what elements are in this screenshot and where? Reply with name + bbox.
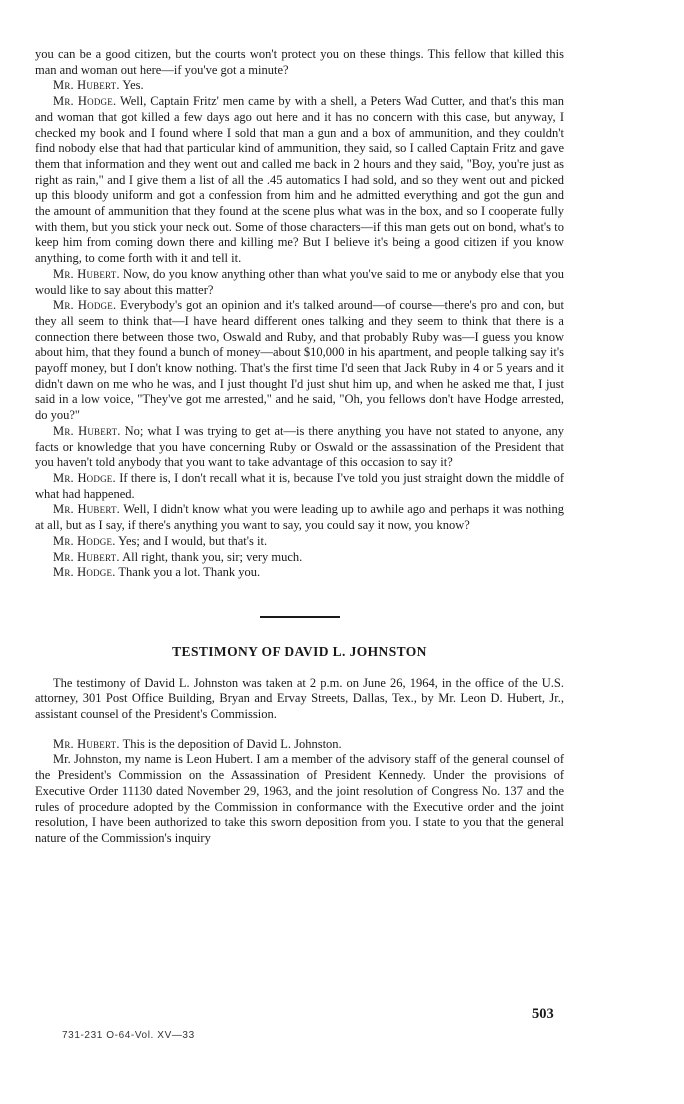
speaker-label: Mr. Hubert.	[53, 502, 121, 517]
transcript-paragraph	[35, 550, 564, 566]
transcript-paragraph	[35, 267, 564, 298]
transcript-paragraph	[35, 534, 564, 550]
transcript-paragraph	[35, 502, 564, 533]
speaker-label: Mr. Hodge.	[53, 470, 116, 485]
speaker-label: Mr. Hodge.	[53, 94, 117, 109]
paragraph-text: Now, do you know anything other than what you've said to me or anybody else that you would like to say about this matter?	[35, 266, 564, 297]
speaker-label: Mr. Hodge.	[53, 565, 116, 580]
paragraph-text: Yes; and I would, but that's it.	[115, 533, 268, 548]
speaker-label: Mr. Hubert.	[53, 549, 120, 564]
spacer	[35, 723, 564, 737]
speaker-label: Mr. Hodge.	[53, 533, 116, 548]
transcript-paragraph	[35, 737, 564, 753]
section-divider	[260, 616, 340, 618]
section-title: TESTIMONY OF DAVID L. JOHNSTON	[172, 643, 427, 659]
speaker-label: Mr. Hodge.	[53, 298, 117, 313]
transcript-paragraph	[35, 565, 564, 581]
page-number: 503	[532, 1006, 554, 1022]
speaker-label: Mr. Hubert.	[53, 266, 120, 281]
transcript-paragraph	[35, 752, 564, 846]
paragraph-text: Everybody's got an opinion and it's talked around—of course—there's pro and con, but they all seem to think that—I have heard different ones talking and they seem to think that there is a connection there between those two, Oswald and Ruby, and that probably Ruby was—I guess you know about him, that they found a bunch of money—about $10,000 in his apartment, and people talking say it's payoff money, but I don't know nothing. That's the first time I'd seen that Jack Ruby in 4 or 5 years and it didn't dawn on me who he was, and I just thought I'd just shut him up, and when he asked me that, I just said in a low voice, "They've got me arrested," and he said, "Oh, you fellows don't have Hodge arrested, do you?"	[35, 298, 564, 423]
transcript-paragraph	[35, 94, 564, 267]
speaker-label: Mr. Hubert.	[53, 423, 121, 438]
transcript-paragraph	[35, 78, 564, 94]
transcript-top	[35, 47, 564, 581]
document-page	[35, 47, 564, 847]
transcript-bottom	[35, 737, 564, 847]
paragraph-text: Well, Captain Fritz' men came by with a shell, a Peters Wad Cutter, and that's this man and woman that got killed a few days ago out here and it has no concern with this case, but anyway, I checked my book and I found where I sold that man a gun and a box of ammunition, and they couldn't find nobody else that had that particular kind of ammunition, they said, so I called Captain Fritz and gave them that information and they went out and called me back in 2 hours and they said, "Boy, you're just as right as rain," and I give them a list of all the .45 automatics I had sold, and so they went out and picked up this bloody uniform and got a confession from him and he admitted everything and got the gun and the amount of ammunition that they found at the scene plus what was in the box, and so I cooperate fully with them, but you stick your neck out. Some of those characters—if this man gets out on bond, what's to keep him from coming down there and killing me? But I believe it's being a good citizen if you know anything, to come forth with it and tell it.	[35, 94, 564, 266]
transcript-paragraph	[35, 47, 564, 78]
transcript-paragraph	[35, 298, 564, 424]
paragraph-text: All right, thank you, sir; very much.	[119, 549, 303, 564]
paragraph-text: you can be a good citizen, but the courts won't protect you on these things. This fellow that killed this man and woman out here—if you've got a minute?	[35, 47, 564, 77]
paragraph-text: If there is, I don't recall what it is, because I've told you just straight down the middle of what had happened.	[35, 470, 564, 501]
intro-paragraph: The testimony of David L. Johnston was taken at 2 p.m. on June 26, 1964, in the office of the U.S. attorney, 301 Post Office Building, Bryan and Ervay Streets, Dallas, Tex., by Mr. Leon D. Hubert, Jr., assistant counsel of the President's Commission.	[35, 675, 564, 722]
speaker-label: Mr. Hubert.	[53, 736, 120, 751]
transcript-paragraph	[35, 471, 564, 502]
footer-code: 731-231 O-64-Vol. XV—33	[62, 1030, 195, 1041]
transcript-paragraph	[35, 424, 564, 471]
paragraph-text: Mr. Johnston, my name is Leon Hubert. I am a member of the advisory staff of the general counsel of the President's Commission on the Assassination of President Kennedy. Under the provisions of Executive Order 11130 dated November 29, 1963, and the joint resolution of Congress No. 137 and the rules of procedure adopted by the Commission in conformance with the Executive order and the joint resolution, I have been authorized to take this sworn deposition from you. I state to you that the general nature of the Commission's inquiry	[35, 752, 564, 845]
paragraph-text: This is the deposition of David L. Johnston.	[119, 736, 342, 751]
paragraph-text: Thank you a lot. Thank you.	[115, 565, 261, 580]
speaker-label: Mr. Hubert.	[53, 78, 120, 93]
paragraph-text: No; what I was trying to get at—is there anything you have not stated to anyone, any facts or knowledge that you have concerning Ruby or Oswald or the assassination of the President that you haven't told anybody that you want to take advantage of this occasion to say it?	[35, 423, 564, 470]
paragraph-text: Well, I didn't know what you were leading up to awhile ago and perhaps it was nothing at all, but as I say, if there's anything you want to say, you could say it now, you know?	[35, 502, 565, 533]
paragraph-text: Yes.	[119, 78, 144, 93]
